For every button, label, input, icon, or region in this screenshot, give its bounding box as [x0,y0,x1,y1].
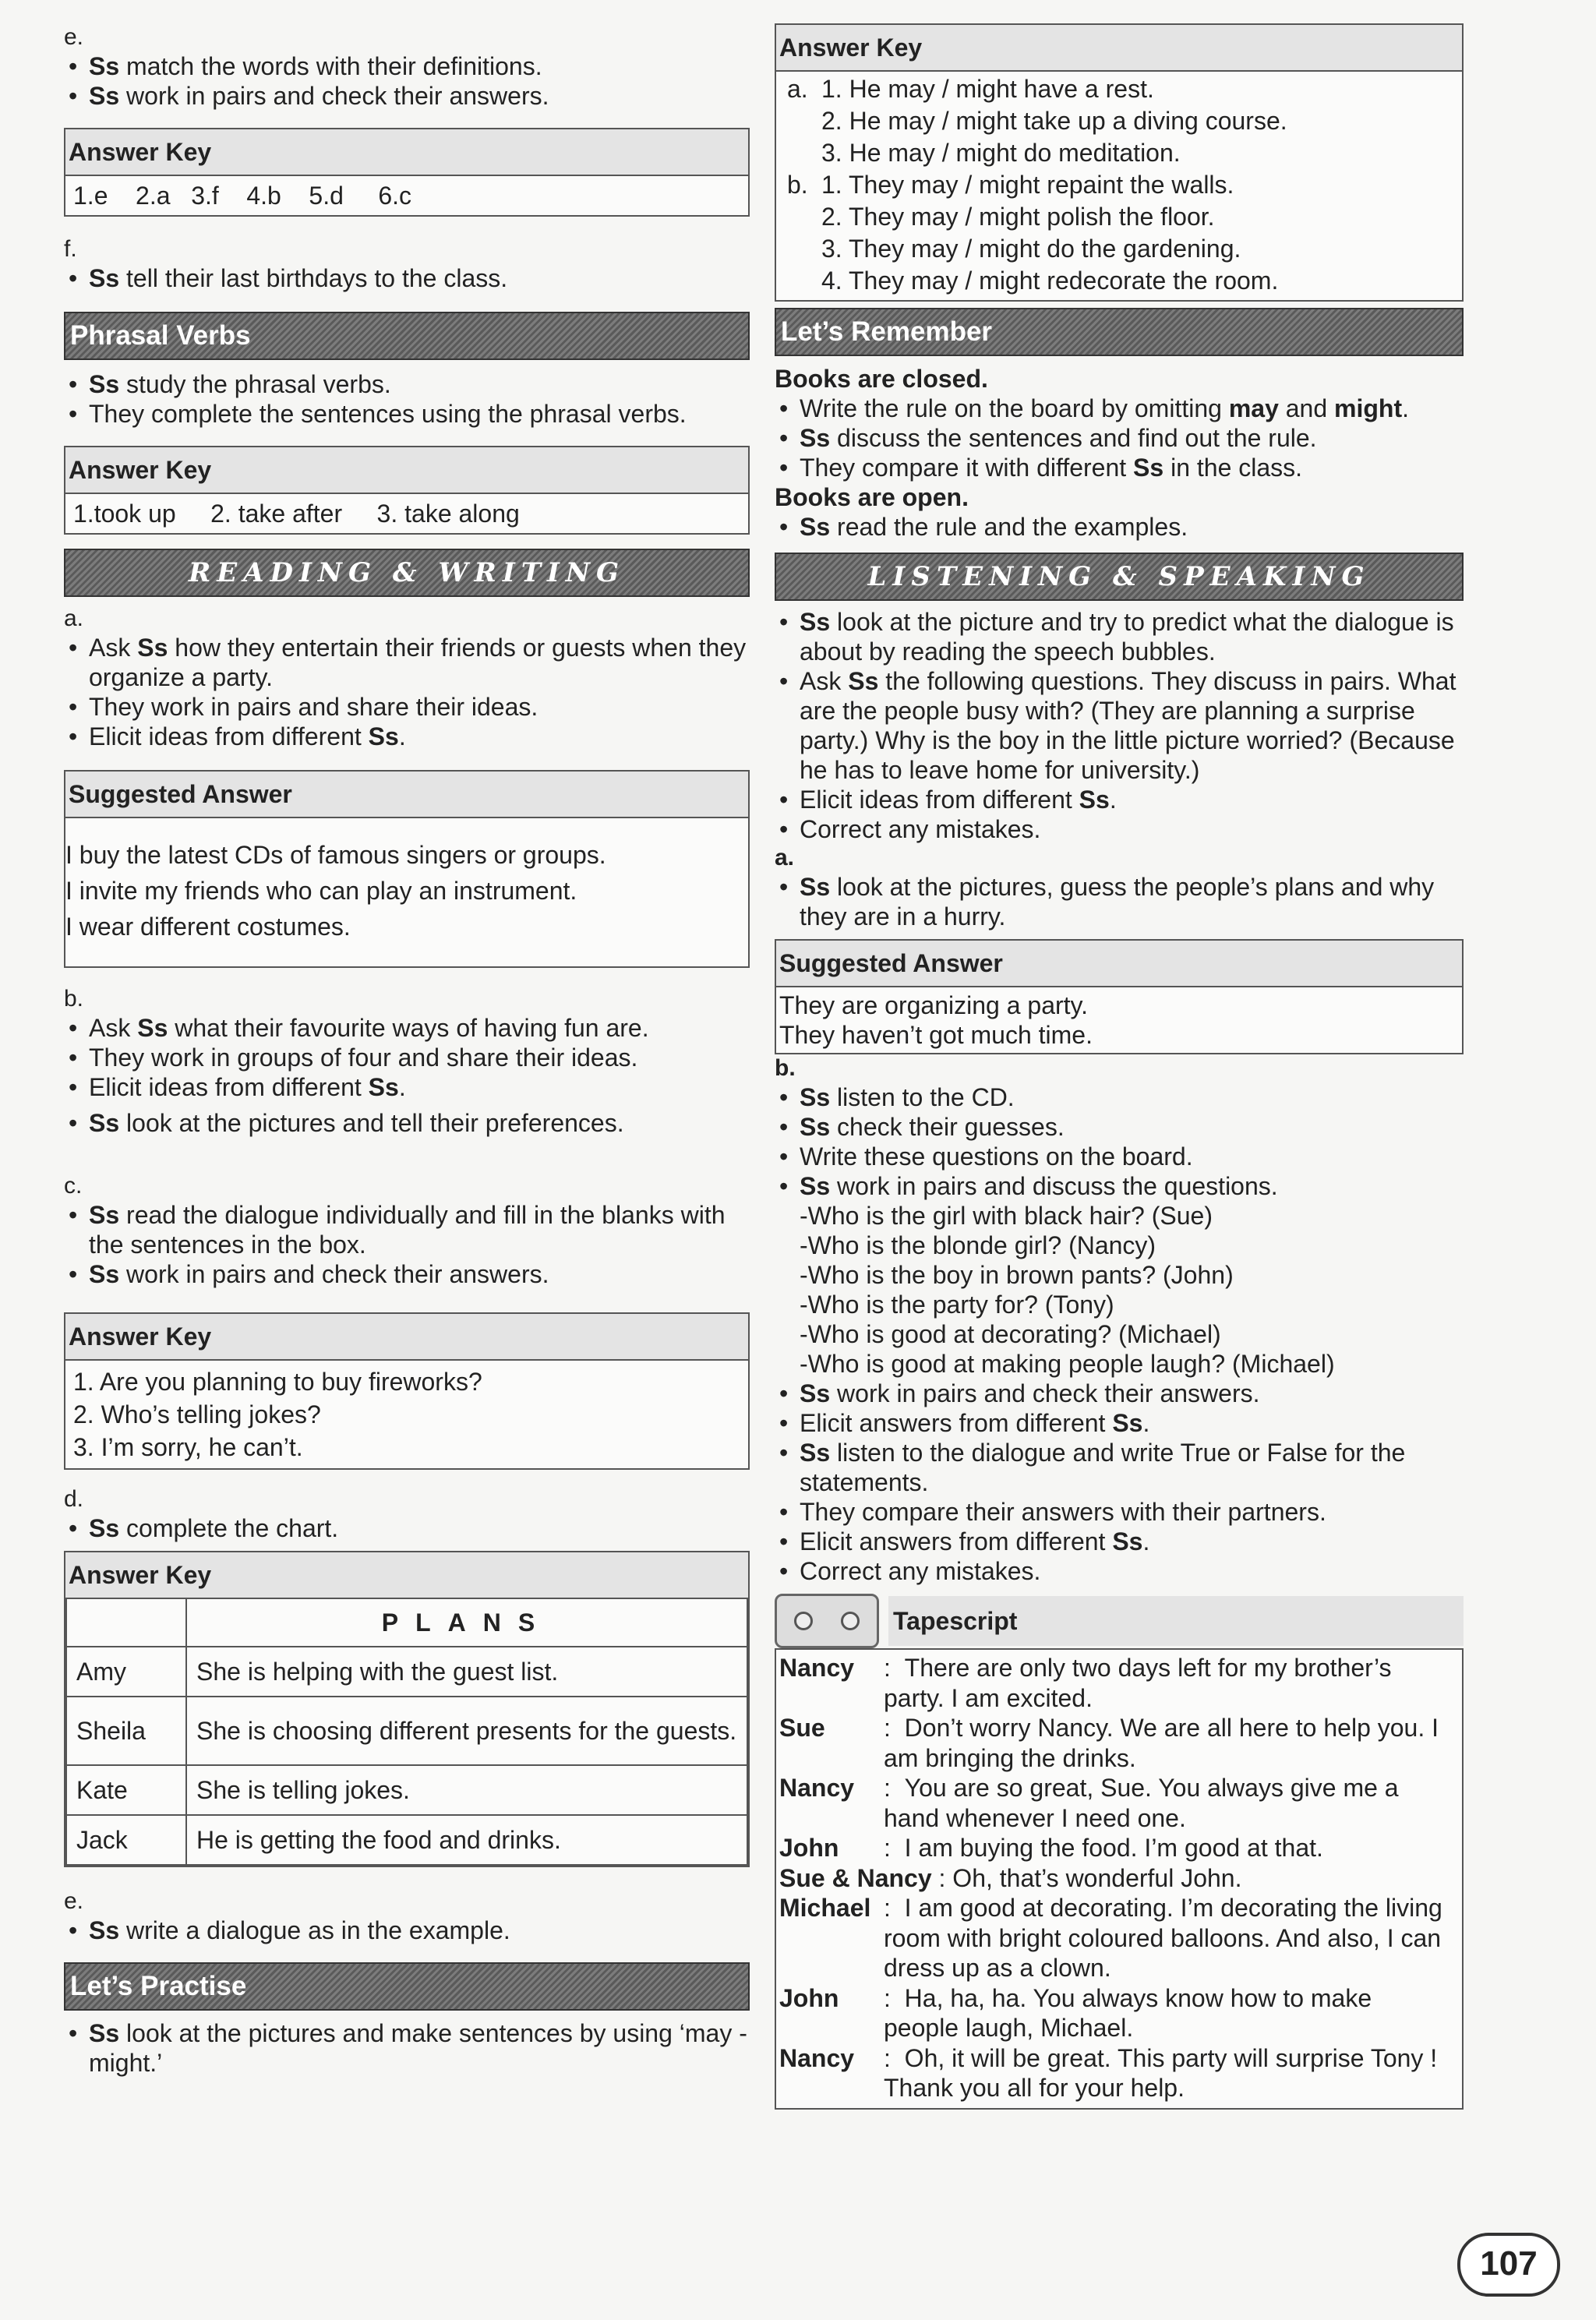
list-item: • Ss listen to the CD. [775,1082,1464,1112]
list-item: • They compare their answers with their partners. [775,1497,1464,1527]
instruction-heading: Books are open. [775,483,969,511]
plans-table [65,1598,748,1866]
list-item: • Ss write a dialogue as in the example. [64,1916,750,1945]
suggested-answer-box [775,939,1464,1054]
bullet-list [775,607,1464,844]
list-item: • Ss work in pairs and check their answers. [775,1379,1464,1408]
section-letter: a. [64,606,84,631]
bullet-list [64,369,750,429]
list-item: • Correct any mistakes. [775,1556,1464,1586]
list-item: • They compare it with different Ss in the class. [775,453,1464,482]
dialogue-line: Nancy : You are so great, Sue. You always give me a hand whenever I need one. [779,1774,1399,1832]
section-letter: c. [64,1173,83,1199]
list-item: • Ss match the words with their definitions. [64,51,750,81]
list-item: • Elicit ideas from different Ss. [64,1072,750,1102]
bullet-list [775,1082,1464,1586]
section-header-lets-practise: Let’s Practise [64,1962,750,2011]
question-line: -Who is the blonde girl? (Nancy) [800,1231,1156,1259]
answer-line: 2. They may / might polish the floor. [821,203,1215,231]
table-cell: She is helping with the guest list. [186,1647,747,1697]
table-cell: Sheila [66,1697,186,1765]
table-row [66,1765,747,1815]
list-item: • Ss complete the chart. [64,1513,750,1543]
section-letter: b. [775,1055,796,1081]
dialogue-line: John : I am buying the food. I’m good at that. [779,1834,1323,1862]
speaker: Nancy [779,1654,855,1682]
list-item: • Ss work in pairs and check their answers. [64,81,750,111]
list-item: • They complete the sentences using the phrasal verbs. [64,399,750,429]
box-title: Answer Key [776,25,1462,72]
section-letter: e. [64,1888,84,1914]
list-item: • Correct any mistakes. [775,814,1464,844]
page-number: 107 [1457,2233,1560,2297]
box-title: Suggested Answer [65,772,748,818]
column-header: PLANS [186,1598,747,1647]
right-column [775,23,1464,2110]
list-item: • Ss look at the pictures, guess the people’s plans and why they are in a hurry. [775,872,1464,931]
answer-line: 1.took up 2. take after 3. take along [73,500,520,528]
answer-line: They haven’t got much time. [779,1021,1093,1049]
dialogue-line: Sue & Nancy : Oh, that’s wonderful John. [779,1863,1242,1892]
answer-line: 3. They may / might do the gardening. [821,235,1241,263]
speaker: Sue & Nancy [779,1863,932,1892]
answer-key-box [64,128,750,217]
answer-line: 2. Who’s telling jokes? [73,1400,321,1428]
table-cell: Kate [66,1765,186,1815]
tapescript-title: Tapescript [888,1596,1464,1646]
tapescript-box [775,1648,1464,2110]
question-line: -Who is good at making people laugh? (Michael) [800,1350,1335,1378]
list-item: • Ss listen to the dialogue and write True or False for the statements. [775,1438,1464,1497]
suggested-answer-box [64,770,750,968]
section-letter: f. [64,236,77,262]
list-item: • Ss work in pairs and check their answers. [64,1259,750,1289]
section-header-reading-writing: READING & WRITING [64,549,750,597]
answer-line: They are organizing a party. [779,991,1089,1019]
speaker: John [779,1834,839,1862]
answer-line: 3. I’m sorry, he can’t. [73,1433,303,1461]
bullet-list [64,1513,750,1543]
table-row [66,1647,747,1697]
cassette-tape-icon [775,1594,879,1648]
question-line: -Who is good at decorating? (Michael) [800,1320,1221,1348]
question-line: -Who is the girl with black hair? (Sue) [800,1202,1213,1230]
answer-line: b. 1. They may / might repaint the walls. [787,171,1234,199]
table-cell: She is choosing different presents for the guests. [186,1697,747,1765]
section-header-phrasal-verbs: Phrasal Verbs [64,312,750,360]
bullet-list [775,512,1464,542]
speaker: Michael [779,1894,871,1922]
speaker: John [779,1983,839,2012]
speaker: Nancy [779,1774,855,1802]
table-row [66,1815,747,1865]
box-title: Suggested Answer [776,941,1462,987]
list-item: • They work in groups of four and share their ideas. [64,1043,750,1072]
list-item: • Ss discuss the sentences and find out the rule. [775,423,1464,453]
list-item: • Elicit answers from different Ss. [775,1408,1464,1438]
answer-line: I buy the latest CDs of famous singers or groups. [65,841,606,869]
section-letter: e. [64,24,84,50]
question-line: -Who is the boy in brown pants? (John) [800,1261,1234,1289]
list-item: • Ask Ss what their favourite ways of having fun are. [64,1013,750,1043]
answer-line: 4. They may / might redecorate the room. [821,267,1279,295]
box-title: Answer Key [65,129,748,176]
bullet-list [775,394,1464,482]
list-item: • Ss read the dialogue individually and fill in the blanks with the sentences in the box. [64,1200,750,1259]
bullet-list [64,633,750,751]
answer-key-box [64,446,750,535]
speaker: Nancy [779,2043,855,2072]
list-item: • Ss study the phrasal verbs. [64,369,750,399]
list-item: • Ask Ss the following questions. They discuss in pairs. What are the people busy with? (They are planning a surprise party.) Why is the boy in the little picture worried? (Because he has to leave home for university.) [775,666,1464,785]
answer-line: I invite my friends who can play an instrument. [65,877,577,905]
left-column [64,23,750,2078]
section-letter: a. [775,845,795,870]
list-item: • Ss look at the pictures and tell their preferences. [64,1108,750,1138]
bullet-list [64,1013,750,1138]
bullet-list [64,51,750,111]
speaker: Sue [779,1714,825,1742]
list-item: • Elicit answers from different Ss. [775,1527,1464,1556]
box-title: Answer Key [65,1314,748,1361]
section-letter: b. [64,986,84,1012]
box-title: Answer Key [65,1552,748,1598]
answer-key-box [64,1312,750,1470]
list-item: • Ss check their guesses. [775,1112,1464,1142]
dialogue-line: Sue : Don’t worry Nancy. We are all here to help you. I am bringing the drinks. [779,1714,1439,1772]
bullet-list [64,263,750,293]
list-item: • Ss look at the pictures and make sentences by using ‘may -might.’ [64,2018,750,2078]
list-item: • Ask Ss how they entertain their friends or guests when they organize a party. [64,633,750,692]
list-item: • Elicit ideas from different Ss. [64,722,750,751]
bullet-list [64,1916,750,1945]
list-item: • Ss look at the picture and try to predict what the dialogue is about by reading the speech bubbles. [775,607,1464,666]
answer-line: 2. He may / might take up a diving course. [821,107,1287,135]
instruction-heading: Books are closed. [775,365,988,393]
answer-line: 1.e 2.a 3.f 4.b 5.d 6.c [73,182,412,210]
dialogue-line: Nancy : There are only two days left for my brother’s party. I am excited. [779,1654,1392,1712]
answer-line: I wear different costumes. [65,913,351,941]
list-item: • Ss tell their last birthdays to the class. [64,263,750,293]
answer-line: 3. He may / might do meditation. [821,139,1181,167]
box-title: Answer Key [65,447,748,494]
dialogue-line: Nancy : Oh, it will be great. This party will surprise Tony ! Thank you all for your help. [779,2043,1438,2102]
table-cell: Jack [66,1815,186,1865]
table-cell: Amy [66,1647,186,1697]
bullet-list [775,872,1464,931]
list-item: • Write these questions on the board. [775,1142,1464,1171]
answer-line: 1. Are you planning to buy fireworks? [73,1368,482,1396]
list-item: • Write the rule on the board by omitting may and might. [775,394,1464,423]
bullet-list [64,1200,750,1289]
list-item: • Ss read the rule and the examples. [775,512,1464,542]
answer-line: a. 1. He may / might have a rest. [787,75,1154,103]
table-row [66,1697,747,1765]
list-item: • Elicit ideas from different Ss. [775,785,1464,814]
dialogue-line: John : Ha, ha, ha. You always know how to make people laugh, Michael. [779,1983,1372,2042]
answer-key-box [775,23,1464,302]
tapescript-header [775,1594,1464,1648]
answer-key-table-box [64,1551,750,1867]
question-line: -Who is the party for? (Tony) [800,1291,1114,1319]
bullet-list [64,2018,750,2078]
section-header-lets-remember: Let’s Remember [775,308,1464,356]
section-letter: d. [64,1486,84,1512]
dialogue-line: Michael : I am good at decorating. I’m decorating the living room with bright coloured balloons. And also, I can dress up as a clown. [779,1894,1442,1982]
table-cell: She is telling jokes. [186,1765,747,1815]
table-cell: He is getting the food and drinks. [186,1815,747,1865]
section-header-listening-speaking: LISTENING & SPEAKING [775,553,1464,601]
table-header-row [66,1598,747,1647]
list-item: • They work in pairs and share their ideas. [64,692,750,722]
list-item: • Ss work in pairs and discuss the questions. -Who is the girl with black hair? (Sue) -Who is the blonde girl? (Nancy) -Who is the boy in brown pants? (John) -Who is the party for? (Tony) -Who is good at decorating? (Michael) -Who is good at making people laugh? (Michael) [775,1171,1464,1379]
